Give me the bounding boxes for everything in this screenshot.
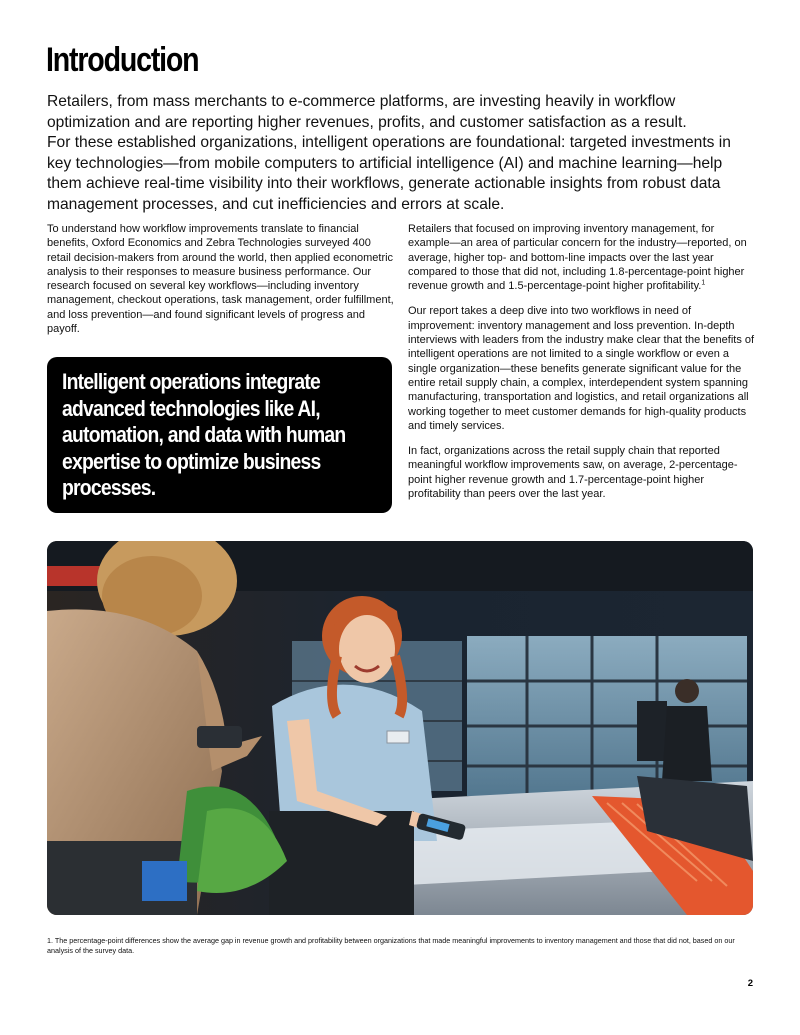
right-paragraph-1-text: Retailers that focused on improving inventory management, for example—an area of particular concern for the industry—reported, on average, higher top- and bottom-line impacts over the last year compared to those that did not, including 1.8-percentage-point higher revenue growth and 1.5-percentage-point higher profitability.: [408, 223, 747, 293]
callout-box: [47, 357, 392, 513]
right-column: [408, 222, 756, 512]
page-title: Introduction: [46, 41, 199, 79]
callout-text: Intelligent operations integrate advanced technologies like AI, automation, and data with human expertise to optimize business processes.: [62, 369, 346, 500]
lead-paragraph: [47, 92, 755, 215]
left-column: [47, 222, 395, 347]
store-checkout-photo: [47, 541, 753, 915]
right-paragraph-1: [408, 222, 756, 293]
lead-line-2: For these established organizations, intelligent operations are foundational: targeted investments in key technologies—from mobile computers to artificial intelligence (AI) and machine learning—help them achieve real-time visibility into their workflows, generate actionable insights from robust data management processes, and cut inefficiencies and errors at scale.: [47, 134, 731, 213]
left-paragraph-1: To understand how workflow improvements translate to financial benefits, Oxford Economics and Zebra Technologies surveyed 400 retail decision-makers from around the world, then applied econometric analysis to their responses to measure business performance. Our research focused on several key workflows—including inventory management, checkout operations, task management, order fulfillment, and loss prevention—and found significant levels of progress and payoff.: [47, 223, 394, 336]
footnote-reference[interactable]: 1: [701, 279, 706, 287]
lead-line-1: Retailers, from mass merchants to e-commerce platforms, are investing heavily in workflow optimization and are reporting higher revenues, profits, and customer satisfaction as a result.: [47, 93, 687, 131]
right-paragraph-2: Our report takes a deep dive into two workflows in need of improvement: inventory management and loss prevention. In-depth interviews with leaders from the industry make clear that the benefits of intelligent operations are not limited to a single workflow or even a single organization—these benefits generate significant value for the entire retail supply chain, a complex, interdependent system spanning manufacturing, transportation and logistics, and retail organizations all working together to meet customer demands for high-quality products and timely services.: [408, 305, 755, 432]
page-number: 2: [747, 978, 753, 989]
footnote: 1. The percentage-point differences show the average gap in revenue growth and profitability between organizations that made meaningful improvements to inventory management and those that did not, based on our analysis of the survey data.: [47, 936, 735, 955]
photo-illustration: [47, 541, 753, 915]
right-paragraph-3: In fact, organizations across the retail supply chain that reported meaningful workflow improvements saw, on average, 2-percentage-point higher revenue growth and 1.7-percentage-point higher profitability than peers over the last year.: [408, 445, 738, 501]
